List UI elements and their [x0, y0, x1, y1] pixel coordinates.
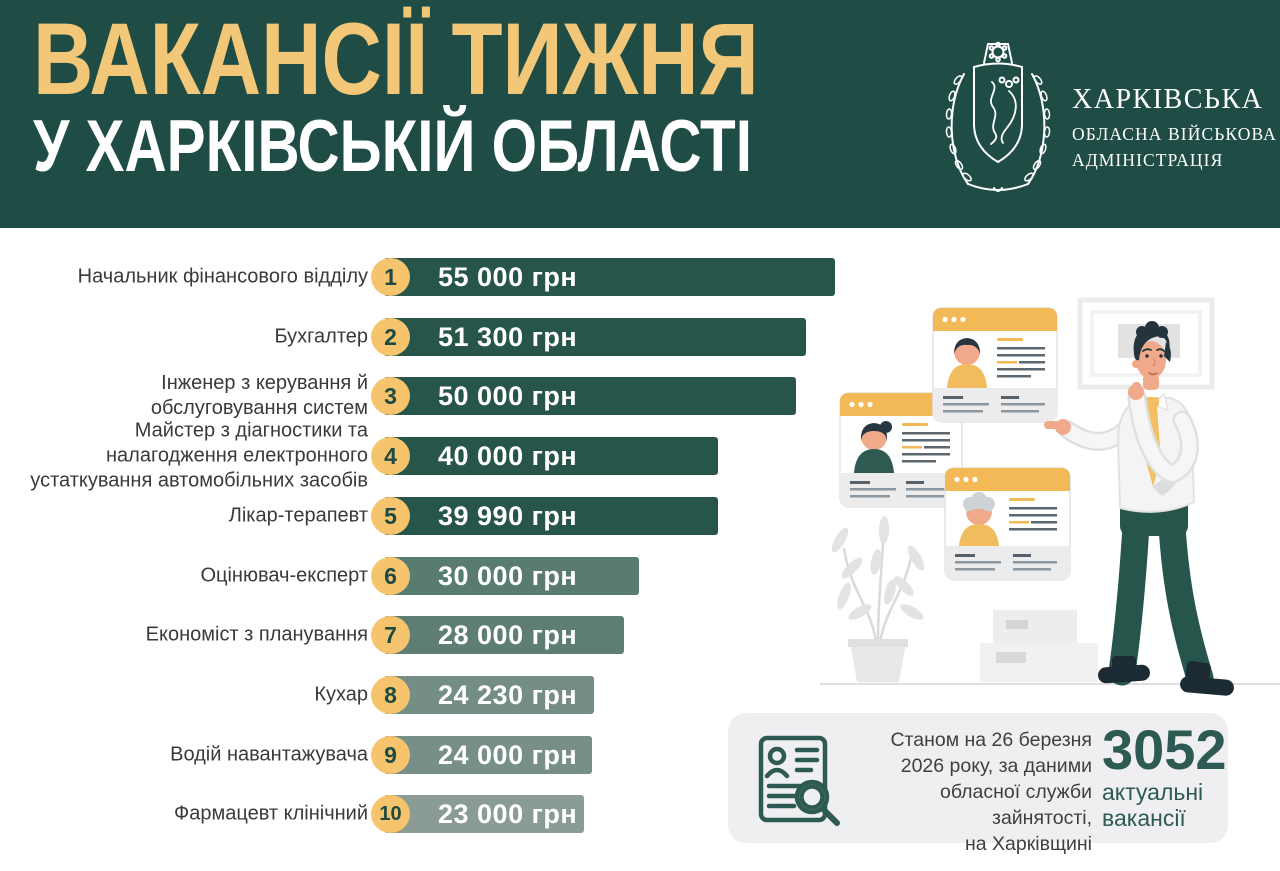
profile-card-elderly	[945, 468, 1070, 580]
vacancy-label: Оцінювач-експерт	[200, 564, 368, 587]
salary-value: 28 000 грн	[438, 619, 578, 650]
rank-badge: 7	[371, 616, 410, 654]
rank-badge: 3	[371, 377, 410, 415]
salary-value: 51 300 грн	[438, 321, 578, 352]
rank-badge: 10	[371, 795, 410, 833]
salary-bar	[384, 258, 835, 296]
salary-value: 50 000 грн	[438, 380, 578, 411]
vacancy-count-block	[1102, 718, 1227, 831]
cv-search-icon	[754, 733, 848, 829]
salary-value: 30 000 грн	[438, 560, 578, 591]
vacancy-row	[0, 318, 900, 356]
vacancy-count-caption-2: вакансії	[1102, 805, 1186, 831]
rank-badge: 1	[371, 258, 410, 296]
org-name-line3: АДМІНІСТРАЦІЯ	[1072, 150, 1224, 170]
vacancy-label: Кухар	[314, 683, 368, 706]
vacancy-row	[0, 557, 900, 595]
rank-badge: 8	[371, 676, 410, 714]
vacancy-label: Начальник фінансового відділу	[77, 265, 368, 288]
boxes	[980, 610, 1098, 682]
summary-note: Станом на 26 березня 2026 року, за даними обласної служби зайнятості, на Харківщині	[890, 729, 1092, 855]
salary-bar	[384, 557, 639, 595]
vacancy-label: Інженер з керування й обслуговування систем	[150, 372, 368, 419]
salary-value: 55 000 грн	[438, 261, 578, 292]
profile-card-man	[933, 308, 1057, 422]
salary-bar	[384, 616, 624, 654]
vacancy-row	[0, 616, 900, 654]
rank-badge: 6	[371, 557, 410, 595]
vacancy-count: 3052	[1102, 718, 1227, 781]
salary-bar	[384, 795, 584, 833]
vacancy-row	[0, 419, 900, 492]
vacancy-label: Бухгалтер	[274, 325, 368, 348]
salary-bar	[384, 497, 718, 535]
rank-badge: 5	[371, 497, 410, 535]
vacancy-label: Майстер з діагностики та налагодження електронного устаткування автомобільних засобів	[30, 419, 368, 492]
vacancy-row	[0, 676, 900, 714]
salary-value: 24 000 грн	[438, 739, 578, 770]
org-name-line2: ОБЛАСНА ВІЙСЬКОВА	[1072, 124, 1277, 144]
vacancy-label: Економіст з планування	[145, 623, 368, 646]
plant	[829, 516, 928, 682]
vacancy-row	[0, 258, 900, 296]
salary-bar	[384, 437, 718, 475]
salary-value: 40 000 грн	[438, 440, 578, 471]
org-name-line1: ХАРКІВСЬКА	[1072, 84, 1264, 115]
salary-value: 23 000 грн	[438, 798, 578, 829]
recruiter-illustration	[820, 290, 1280, 710]
salary-bar	[384, 736, 592, 774]
summary-infobox	[728, 713, 1228, 855]
vacancy-count-caption-1: актуальні	[1102, 779, 1204, 805]
page-subtitle: У ХАРКІВСЬКІЙ ОБЛАСТІ	[33, 106, 752, 187]
vacancy-row	[0, 372, 900, 419]
rank-badge: 4	[371, 437, 410, 475]
vacancy-row	[0, 497, 900, 535]
rank-badge: 9	[371, 736, 410, 774]
salary-bar	[384, 377, 796, 415]
salary-value: 39 990 грн	[438, 500, 578, 531]
salary-value: 24 230 грн	[438, 679, 578, 710]
page-title: ВАКАНСІЇ ТИЖНЯ	[33, 2, 759, 116]
vacancy-label: Лікар-терапевт	[228, 504, 368, 527]
rank-badge: 2	[371, 318, 410, 356]
salary-bar	[384, 318, 806, 356]
salary-bar	[384, 676, 594, 714]
vacancy-label: Фармацевт клінічний	[174, 802, 368, 825]
vacancy-label: Водій навантажувача	[170, 743, 368, 766]
